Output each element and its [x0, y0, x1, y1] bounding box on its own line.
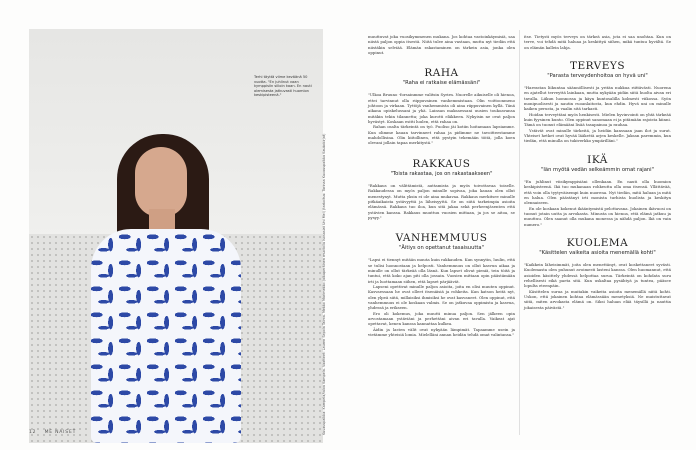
section-subtitle: "Parasta terveydenhoitoa on hyvä uni" [547, 73, 648, 80]
section-terveys [524, 60, 671, 144]
page-number: 12 [29, 430, 37, 435]
section-subtitle: "Äitiys on opettanut tasaisuutta" [399, 245, 484, 252]
photo-caption: Terhi täyttä viime keväänä 50 vuotta. "En juhlinut vaan kymppisiin silloin kaan. En nauti olemisesta jatkuvasti huomion keskipisteenä." [254, 75, 312, 98]
section-raha [368, 67, 515, 145]
section-rakkaus [368, 158, 515, 220]
section-subtitle: "Toista rakastaa, jos on rakastaakseen" [390, 170, 493, 177]
section-subtitle: "Raha ei ratkaise elämässäni" [402, 80, 481, 87]
paragraph: Lapseni opettivat minulle paljon asioita, joita en olisi muuten oppinut. Kasvaessaan he ovat olleet itsenäisiä ja rohkeita. Kun katson heitä nyt, olen ylpeä siitä, millaisiksi ihmisiksi he ovat kasvaneet. Olen oppinut, että vanhemmuus ei ole koskaan valmis. Se on jatkuvaa oppimista ja kasvua, yhdessä ja erikseen. [368, 283, 515, 311]
paragraph: "Ulkoa Bruuno -forsainmme valitsin Syrirn. Nuorelle aikuiselle oli hienoa, ettei tarvinnut olla riippuvainen vanhemmistaan. Olin voittoonmeno johtoon ja virkaan. Tyttöjä vanhemmista oli aina riippuvainen kyllä. Tänä aikana opiskelussani ja yhä. Lainsan maksaessani uusien toukoavansa mitäkin tekin tilannetta; joka kurotti eläkkeen. Nykyisin ne ovat paljon hyvästyt. Koskaan esitti luulen, että rahaa on. [368, 92, 515, 125]
paragraph: Ero oli kokemus, joka muutti minua paljon. Sen jälkeen opin arvostamaan ystäviäni ja perhettäni aivan eri tavalla. Vaikeat ajat opettavat, kenen kanssa kannattaa kulkea. [368, 310, 515, 327]
photo-face [135, 147, 187, 217]
section-title: IKÄ [587, 153, 608, 166]
section-title: TERVEYS [569, 60, 626, 73]
section-subtitle: "Iän myötä vedän selkeämmin omat rajani" [540, 166, 654, 173]
text-column-left [368, 34, 515, 337]
section-subtitle: "Käsittelen vaikeita asioita menemällä kohti" [539, 249, 656, 256]
section-vanhemmuus [368, 232, 515, 337]
paragraph: "Harrastan liikuntaa säännöllisesti ja yritän nukkua riittävästi. Nuorena en ajatellut terveyttä lainkaan, mutta nykyään pidän siitä huolta aivan eri tavalla. Liikun luonnossa ja käyn kuntosalilla kolmesti viikossa. Syön monipuolisesti ja nautin ruoanlaitosta, kun ehdin. Hyvä uni on minulle kaiken perusta, ja vaalin sitä tarkasti. [524, 85, 671, 112]
section-title: KUOLEMA [566, 236, 629, 249]
section-title: VANHEMMUUS [395, 232, 488, 245]
section-title: RAHA [424, 67, 459, 80]
paragraph: "En juhlinut viisikymppisiäni ollenkaan. En nauti olla huomion keskipisteenä. Ikä tuo mukanaan rohkeutta olla oma itsensä. Yllättävää, että voin olla tyytyväisempi kuin nuorena. Nyt tiedän, mitä haluan ja mitä en halua. Olen päästänyt irti monista turhista huolista ja keskityn olennaiseen. [524, 178, 671, 206]
section-kuolema [524, 237, 671, 310]
paragraph: Äidin ja lasten välit ovat nykyään lämpimät. Tapaamme usein ja vietämme yhteisiä lomia. Mielelläni annan heidän tehdä omat valintansa." [368, 326, 515, 338]
page-folio [29, 430, 76, 435]
section-ika [524, 154, 671, 227]
paragraph: En ole koskaan kokenut ikääntymistä pelottavana. Jokainen ikävuosi on tuonut jotain uutta ja arvokasta. Minusta on hienoa, että elämä jatkuu ja muuttuu. Olen saanut olla mukana monessa ja nähdä paljon. Ikä on vain numero." [524, 205, 671, 227]
paragraph: "Rakkaus on välittämistä, auttamista ja myös toivottavaa toiselle. Rakkaudessa on myös paljon minulle sopivaa, joka kauan olen ollut menestynyt. Mutta yksin ei ole aina mukavaa. Rakkaus merkitsee minulle pitkäaikaista ystävyyttä ja läheisyyttä. Se on siitä tarkeimpia asioita elämässä. Rakkaus tuo iloa, kun sitä jakaa sekä perheenjäsenten että ystävien kanssa. Rakkaus muuttuu vuosien mittaan, ja jos se aitoa, se pysyy." [368, 182, 515, 220]
paragraph: Hoidan terveyttäni myös henkisesti. Mielen hyvinvointi on yhtä tärkeää kuin fyysinen kunto. Olen oppinut sanomaan ei ja pitämään rajoista kiinni. Tämä on tuonut elämääni lisää tasapainoa ja rauhaa. [524, 111, 671, 128]
paragraph: Rahan osalta tärkeintä on työ. Puoliso jäi kotiin hoitamaan lapsiamme. Kun olimme kauan tarvinneet rahaa ja pidimme ne tavoitteestamme mahdollisina. Olin kiitollinen, että pystyin tekemään töitä, jolla koen olevani jollain tapaa merkitystä." [368, 124, 515, 146]
photo-dress [91, 229, 241, 443]
magazine-name: ME NAISET [44, 430, 77, 435]
text-column-right [524, 34, 671, 310]
column-intro: itse. Tietysti myös terveys on tärkeä asia, jota ei saa unohtaa. Kun on terve, voi tehdä mitä haluaa ja keskittyä siihen, mikä tuntuu hyvältä. Se on elämän kallein lahja. [524, 34, 671, 50]
paragraph: Käsittelen surua ja muitakin vaikeita asioita menemällä niitä kohti. Uskon, että jokainen kohtaa elämässään menetyksiä. Ne muistuttavat siitä, miten arvokasta elämä on. Siksi haluan elää täysillä ja nauttia jokaisesta päivästä." [524, 288, 671, 310]
photo-credit: Kuvauspaikka: Kampela/taloa Kampela. Vaatteet: Lauren Sepola Talma. Mekko Marimekko (alkuperäinen muotoilu Isosasiat Uni Mei) (tarkoitus: Tarinaa Kuvauspaikka Kaukokirjat) [322, 133, 326, 435]
portrait-photo [29, 29, 323, 443]
paragraph: "Lapsi ei tiennyt mitään muuta kuin rakkauden. Kun synnytin, luulin, että se tulisi luonnostaan ja helposti. Vanhemmuus on ollut kasvun aikaa ja minulle on ollut tärkeää olla läsnä. Kun lapset olivat pieniä, tein töitä ja tuntui, että koko ajan piti olla jossain. Vuosien mittaan opin päästämään irti ja luottamaan siihen, että lapset pärjäävät. [368, 257, 515, 284]
column-intro: muuttuvat joka vuosikymmenen mukana. Jos kohtaa vastoinkäymisiä, saa niistä paljon oppia itsestä. Niitä tulee aina vastaan, mutta nyt tiedän että niistäkin selviää. Elämän rakastaminen on tärkein asia, jonka olen oppinut. [368, 34, 515, 56]
column-divider [519, 30, 520, 435]
paragraph: Ystävät ovat minulle tärkeitä, ja heidän kanssaan jaan ilot ja surut. Yhteiset hetket ovat hyvää lääkettä arjen keskelle. Jaksan paremmin, kun tiedän, että minulla on tukiverkko ympärilläni." [524, 127, 671, 144]
paragraph: "Kaikkein läheisimmät, joita olen menettänyt, ovat koskettaneet syvästi. Kuolemasta olen puhunut avoimesti lasteni kanssa. Olen huomannut, että asioiden käsittely yhdessä helpottaa surua. Tärkeintä on kohdata suru rehellisesti eikä paeta sitä. Kun uskaltaa pysähtyä ja tuntea, pääsee lopulta eteenpäin. [524, 261, 671, 289]
section-title: RAKKAUS [412, 157, 471, 170]
